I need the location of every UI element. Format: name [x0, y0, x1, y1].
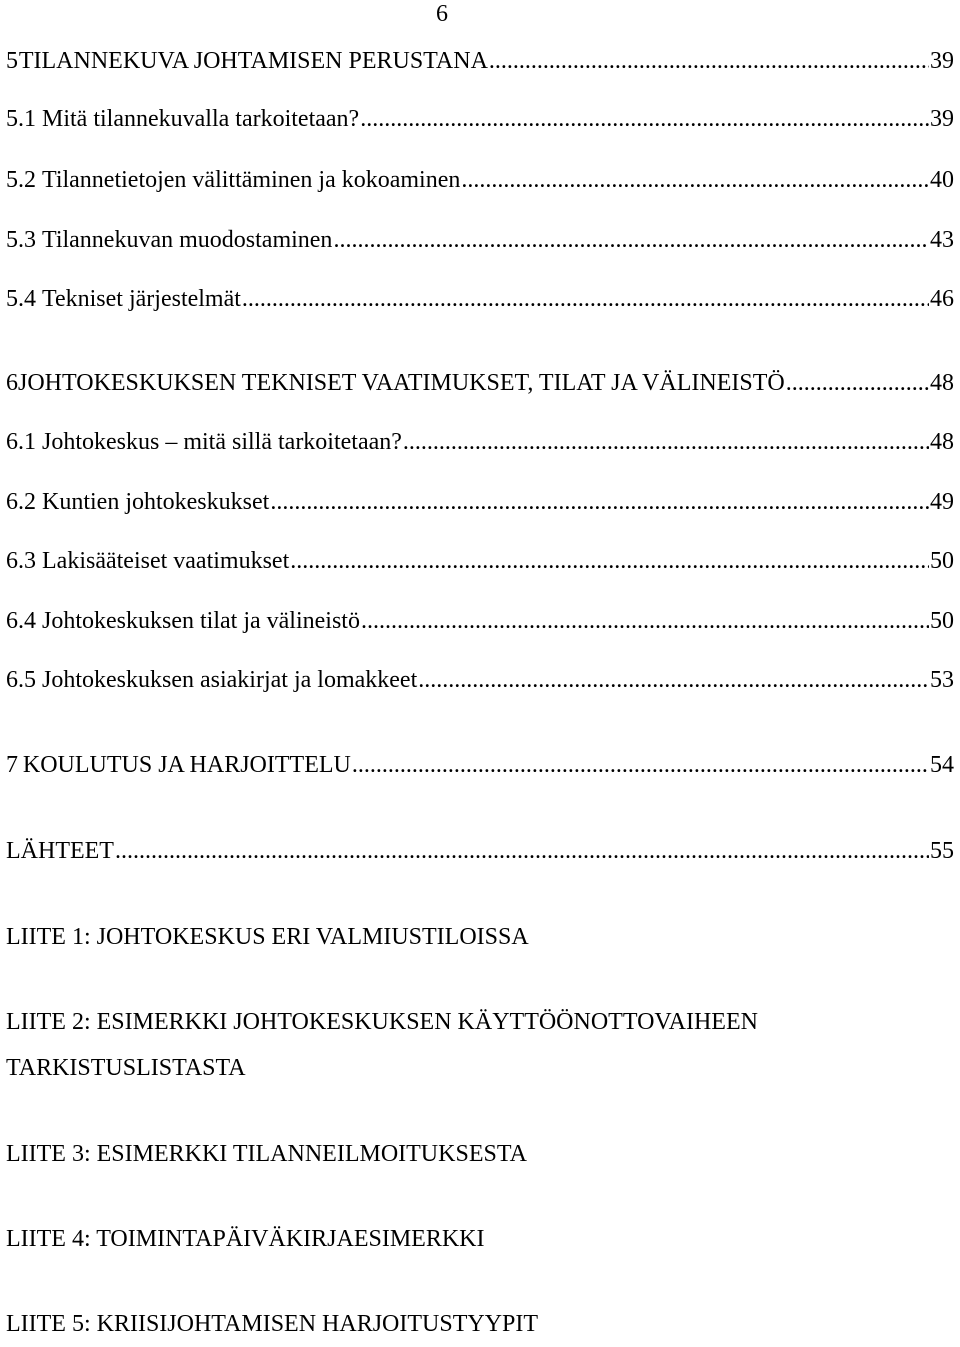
toc-entry-number: 6.3: [6, 548, 36, 574]
toc-entry-page: 46: [930, 286, 954, 312]
dot-leader: [403, 427, 929, 457]
dot-leader: [290, 546, 929, 576]
toc-entry-title: KOULUTUS JA HARJOITTELU: [22, 752, 351, 778]
toc-entry-title: Tilannetietojen välittäminen ja kokoaminen: [42, 167, 461, 193]
toc-entry-section[interactable]: [6, 606, 954, 636]
toc-entry-title: JOHTOKESKUKSEN TEKNISET VAATIMUKSET, TILAT JA VÄLINEISTÖ: [18, 370, 785, 396]
toc-entry-section[interactable]: [6, 225, 954, 255]
toc-entry-section[interactable]: [6, 104, 954, 134]
dot-leader: [489, 46, 929, 76]
toc-entry-section[interactable]: [6, 427, 954, 457]
toc-entry-number: 6: [6, 370, 18, 396]
toc-entry-page: 48: [930, 370, 954, 396]
toc-entry-references[interactable]: [6, 836, 954, 866]
toc-entry-section[interactable]: [6, 487, 954, 517]
toc-entry-page: 49: [930, 489, 954, 515]
appendix-entry[interactable]: LIITE 5: KRIISIJOHTAMISEN HARJOITUSTYYPIT: [6, 1311, 539, 1337]
appendix-entry[interactable]: LIITE 1: JOHTOKESKUS ERI VALMIUSTILOISSA: [6, 924, 529, 950]
dot-leader: [361, 606, 929, 636]
toc-entry-number: 5.4: [6, 286, 36, 312]
dot-leader: [360, 104, 929, 134]
toc-entry-title: Lakisääteiset vaatimukset: [42, 548, 290, 574]
toc-entry-title: LÄHTEET: [6, 838, 114, 864]
toc-entry-number: 7: [6, 752, 18, 778]
toc-entry-number: 6.5: [6, 667, 36, 693]
toc-entry-page: 48: [930, 429, 954, 455]
dot-leader: [115, 836, 929, 866]
toc-entry-number: 6.2: [6, 489, 36, 515]
dot-leader: [270, 487, 929, 517]
dot-leader: [352, 750, 929, 780]
toc-entry-title: Tilannekuvan muodostaminen: [42, 227, 333, 253]
toc-entry-section[interactable]: [6, 665, 954, 695]
toc-entry-title: Johtokeskuksen tilat ja välineistö: [42, 608, 360, 634]
appendix-entry[interactable]: LIITE 2: ESIMERKKI JOHTOKESKUKSEN KÄYTTÖÖNOTTOVAIHEEN TARKISTUSLISTASTA: [6, 1009, 758, 1081]
dot-leader: [242, 284, 929, 314]
toc-entry-page: 55: [930, 838, 954, 864]
appendix-entry[interactable]: LIITE 4: TOIMINTAPÄIVÄKIRJAESIMERKKI: [6, 1226, 485, 1252]
toc-entry-section[interactable]: [6, 546, 954, 576]
toc-entry-chapter[interactable]: [6, 750, 954, 780]
toc-entry-page: 40: [930, 167, 954, 193]
toc-entry-page: 50: [930, 608, 954, 634]
toc-entry-section[interactable]: [6, 165, 954, 195]
toc-entry-chapter[interactable]: [6, 46, 954, 76]
dot-leader: [461, 165, 929, 195]
toc-entry-page: 43: [930, 227, 954, 253]
page-number: 6: [436, 1, 448, 27]
toc-entry-title: Mitä tilannekuvalla tarkoitetaan?: [42, 106, 360, 132]
toc-entry-number: 5.2: [6, 167, 36, 193]
toc-entry-number: 5.1: [6, 106, 36, 132]
toc-entry-chapter[interactable]: [6, 368, 954, 398]
dot-leader: [333, 225, 929, 255]
toc-entry-number: 5: [6, 48, 18, 74]
toc-entry-page: 50: [930, 548, 954, 574]
toc-entry-title: TILANNEKUVA JOHTAMISEN PERUSTANA: [18, 48, 488, 74]
toc-entry-page: 39: [930, 48, 954, 74]
toc-entry-title: Kuntien johtokeskukset: [42, 489, 270, 515]
dot-leader: [418, 665, 929, 695]
toc-entry-title: Tekniset järjestelmät: [42, 286, 241, 312]
toc-entry-section[interactable]: [6, 284, 954, 314]
toc-entry-title: Johtokeskuksen asiakirjat ja lomakkeet: [42, 667, 418, 693]
toc-entry-page: 54: [930, 752, 954, 778]
toc-entry-title: Johtokeskus – mitä sillä tarkoitetaan?: [42, 429, 402, 455]
toc-entry-page: 53: [930, 667, 954, 693]
appendix-entry[interactable]: LIITE 3: ESIMERKKI TILANNEILMOITUKSESTA: [6, 1141, 527, 1167]
dot-leader: [786, 368, 929, 398]
toc-entry-number: 6.1: [6, 429, 36, 455]
toc-entry-page: 39: [930, 106, 954, 132]
toc-entry-number: 5.3: [6, 227, 36, 253]
toc-entry-number: 6.4: [6, 608, 36, 634]
